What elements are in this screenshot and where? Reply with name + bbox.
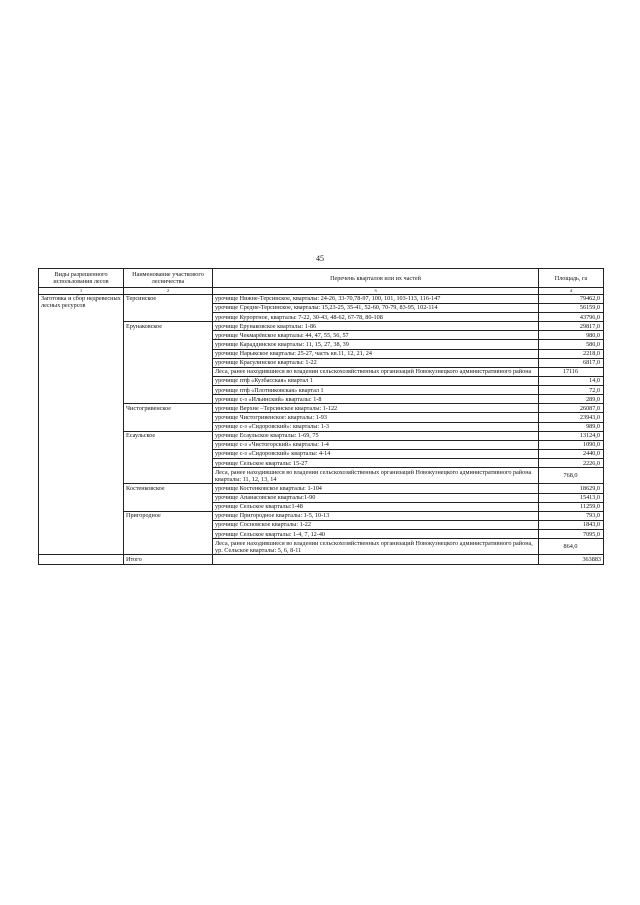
empty-cell — [39, 555, 124, 564]
quarters-cell: Леса, ранее находившиеся во владении сельскохозяйственных организаций Новокузнецкого административного района — [213, 367, 539, 376]
column-number: 3 — [213, 288, 539, 295]
total-row — [39, 555, 604, 564]
table-row — [39, 511, 604, 520]
quarters-cell: Леса, ранее находившиеся во владении сельскохозяйственных организаций Новокузнецкого административного района кварталы: 11, 12, 13, 14 — [213, 468, 539, 484]
area-cell: 864,0 — [539, 539, 604, 555]
table-row — [39, 484, 604, 493]
quarters-cell: урочище Ерунаковское кварталы: 1-86 — [213, 322, 539, 331]
table-row — [39, 294, 604, 303]
area-cell: 72,0 — [539, 386, 604, 395]
quarters-cell: урочище Нарыкское кварталы: 25-27, часть кв.11, 12, 21, 24 — [213, 349, 539, 358]
total-area: 363883 — [539, 555, 604, 564]
area-cell: 989,0 — [539, 422, 604, 431]
header-row — [39, 269, 604, 288]
table-body — [39, 294, 604, 564]
area-cell: 23943,0 — [539, 413, 604, 422]
quarters-cell: урочище Чистогривенское: кварталы: 1-93 — [213, 413, 539, 422]
quarters-cell: урочище Сельское кварталы:1-48 — [213, 502, 539, 511]
area-cell: 1090,0 — [539, 440, 604, 449]
use-type-cell: Заготовка и сбор недревесных лесных ресурсов — [39, 294, 124, 555]
area-cell: 17116 — [539, 367, 604, 376]
quarters-cell: урочище Пригородное кварталы: 1-5, 10-13 — [213, 511, 539, 520]
forestry-name-cell: Ерунаковское — [124, 322, 213, 404]
area-cell: 18629,0 — [539, 484, 604, 493]
table-row — [39, 431, 604, 440]
quarters-cell: урочище Верхне –Терсинское кварталы: 1-122 — [213, 404, 539, 413]
quarters-cell: урочище Сосновское кварталы: 1-22 — [213, 520, 539, 529]
quarters-cell: урочище Нижне-Терсинское, кварталы: 24-26, 33-70,78-97, 100, 101, 103-113, 116-147 — [213, 294, 539, 303]
area-cell: 7095,0 — [539, 530, 604, 539]
area-cell: 768,0 — [539, 468, 604, 484]
area-cell: 1843,0 — [539, 520, 604, 529]
quarters-cell: урочище Сельское кварталы: 15-27 — [213, 459, 539, 468]
total-label: Итого — [124, 555, 213, 564]
quarters-cell: урочище с-з «Сидоровский» кварталы: 4-14 — [213, 449, 539, 458]
forest-use-table — [38, 268, 604, 565]
page-number: 45 — [316, 254, 324, 263]
table-row — [39, 404, 604, 413]
header-quarters: Перечень кварталов или их частей — [213, 269, 539, 288]
forestry-name-cell: Пригородное — [124, 511, 213, 555]
area-cell: 11259,0 — [539, 502, 604, 511]
area-cell: 2226,0 — [539, 459, 604, 468]
column-number: 1 — [39, 288, 124, 295]
area-cell: 15413,0 — [539, 493, 604, 502]
quarters-cell: урочище Караддинское кварталы: 11, 15, 27, 38, 39 — [213, 340, 539, 349]
quarters-cell: урочище с-з «Ильинский» кварталы: 1-8 — [213, 395, 539, 404]
quarters-cell: урочище птф «Плотниковская» квартал 1 — [213, 386, 539, 395]
area-cell: 43796,0 — [539, 313, 604, 322]
header-use-type: Виды разрешенного использования лесов — [39, 269, 124, 288]
column-number: 4 — [539, 288, 604, 295]
quarters-cell: урочище Апанасовское кварталы:1-90 — [213, 493, 539, 502]
header-forestry: Наименование участкового лесничества — [124, 269, 213, 288]
forestry-name-cell: Чистогривенское — [124, 404, 213, 431]
quarters-cell: урочище Средне-Терсинское, кварталы: 15,23-25, 35-41, 52-60, 70-79, 83-95, 102-114 — [213, 303, 539, 312]
forestry-name-cell: Костенковское — [124, 484, 213, 511]
area-cell: 26087,0 — [539, 404, 604, 413]
quarters-cell: урочище птф «Кузбасская» квартал 1 — [213, 376, 539, 385]
quarters-cell: урочище Костенковское кварталы: 1-104 — [213, 484, 539, 493]
area-cell: 56159,0 — [539, 303, 604, 312]
quarters-cell: урочище Красулинское кварталы: 1-22 — [213, 358, 539, 367]
quarters-cell: Леса, ранее находившиеся во владении сельскохозяйственных организаций Новокузнецкого административного района, ур. Сельское кварталы: 5, 6, 8-11 — [213, 539, 539, 555]
area-cell: 13124,0 — [539, 431, 604, 440]
quarters-cell: урочище Чекмарёвское кварталы: 44, 47, 55, 56, 57 — [213, 331, 539, 340]
header-area: Площадь, га — [539, 269, 604, 288]
quarters-cell: урочище Сельское кварталы: 1-4, 7, 12-40 — [213, 530, 539, 539]
area-cell: 6817,0 — [539, 358, 604, 367]
area-cell: 79462,0 — [539, 294, 604, 303]
area-cell: 289,0 — [539, 395, 604, 404]
area-cell: 2440,0 — [539, 449, 604, 458]
forestry-name-cell: Есаульское — [124, 431, 213, 484]
area-cell: 29817,0 — [539, 322, 604, 331]
quarters-cell: урочище с-з «Сидоровский»: кварталы: 1-3 — [213, 422, 539, 431]
quarters-cell: урочище Есаульское кварталы: 1-69, 75 — [213, 431, 539, 440]
area-cell: 2218,0 — [539, 349, 604, 358]
forestry-name-cell: Терсинское — [124, 294, 213, 321]
column-number: 2 — [124, 288, 213, 295]
area-cell: 14,0 — [539, 376, 604, 385]
quarters-cell: урочище Курортное, кварталы: 7-22, 30-43, 48-62, 67-78, 80-108 — [213, 313, 539, 322]
area-cell: 580,0 — [539, 340, 604, 349]
empty-cell — [213, 555, 539, 564]
quarters-cell: урочище с-з «Чистогорский» кварталы: 1-4 — [213, 440, 539, 449]
table-row — [39, 322, 604, 331]
area-cell: 980,0 — [539, 331, 604, 340]
area-cell: 793,0 — [539, 511, 604, 520]
